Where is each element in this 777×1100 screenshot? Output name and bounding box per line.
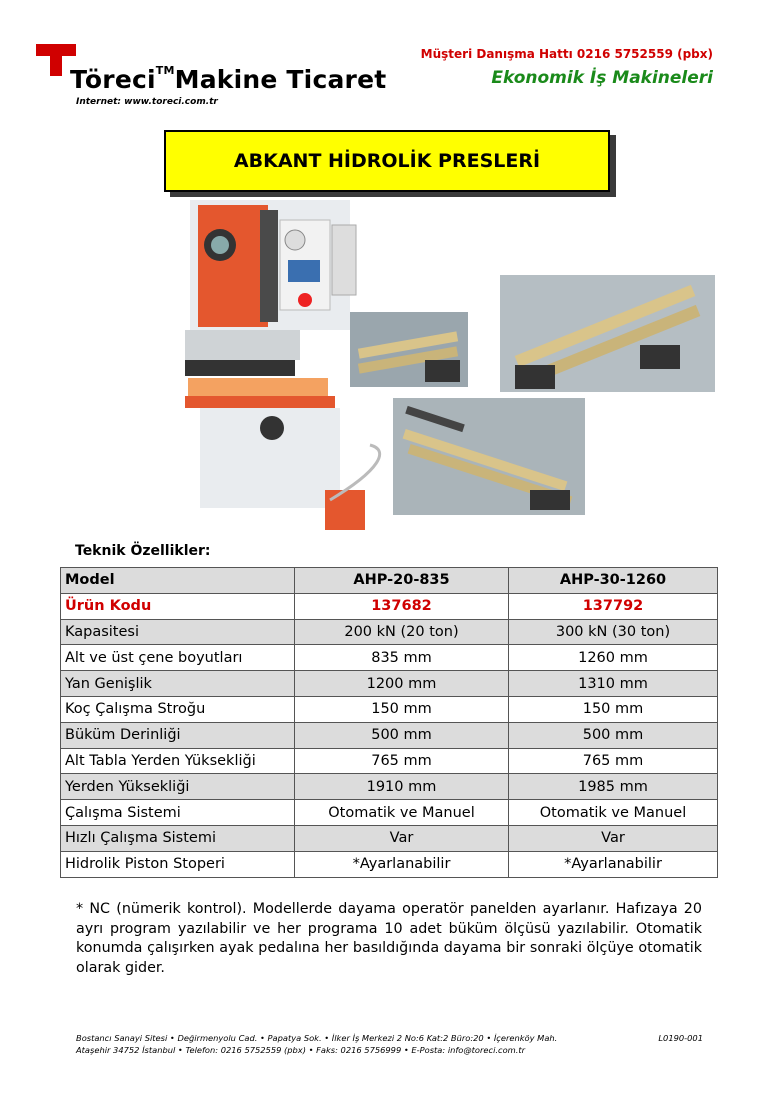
table-cell: Alt Tabla Yerden Yüksekliği — [61, 748, 295, 774]
table-cell: Yan Genişlik — [61, 671, 295, 697]
customer-hotline: Müşteri Danışma Hattı 0216 5752559 (pbx) — [420, 47, 713, 61]
table-cell: Hidrolik Piston Stoperi — [61, 851, 295, 877]
table-cell: Var — [509, 825, 718, 851]
table-cell: 500 mm — [509, 722, 718, 748]
table-cell: Model — [61, 568, 295, 594]
table-cell: *Ayarlanabilir — [509, 851, 718, 877]
footer-contact: Ataşehir 34752 İstanbul • Telefon: 0216 5752559 (pbx) • Faks: 0216 5756999 • E-Posta: info@toreci.com.tr — [76, 1045, 526, 1055]
table-row — [61, 851, 718, 877]
press-brake-photo — [180, 200, 720, 540]
table-cell: 137792 — [509, 593, 718, 619]
table-cell: Otomatik ve Manuel — [295, 800, 509, 826]
table-cell: Büküm Derinliği — [61, 722, 295, 748]
table-cell: Koç Çalışma Stroğu — [61, 696, 295, 722]
table-row-model — [61, 568, 718, 594]
table-cell: 835 mm — [295, 645, 509, 671]
table-row — [61, 645, 718, 671]
table-row-product-code — [61, 593, 718, 619]
table-row — [61, 825, 718, 851]
table-cell: AHP-20-835 — [295, 568, 509, 594]
table-row — [61, 722, 718, 748]
table-cell: *Ayarlanabilir — [295, 851, 509, 877]
footer-address: Bostancı Sanayi Sitesi • Değirmenyolu Cad. • Papatya Sok. • İlker İş Merkezi 2 No:6 Kat:2 Büro:20 • İçerenköy Mah. — [76, 1033, 558, 1043]
table-cell: 765 mm — [295, 748, 509, 774]
table-row — [61, 696, 718, 722]
table-cell: 765 mm — [509, 748, 718, 774]
table-cell: 300 kN (30 ton) — [509, 619, 718, 645]
specs-heading: Teknik Özellikler: — [75, 543, 211, 559]
table-cell: Var — [295, 825, 509, 851]
table-cell: Otomatik ve Manuel — [509, 800, 718, 826]
table-row — [61, 619, 718, 645]
page-title: ABKANT HİDROLİK PRESLERİ — [164, 130, 610, 192]
table-cell: Ürün Kodu — [61, 593, 295, 619]
table-cell: 137682 — [295, 593, 509, 619]
table-cell: Hızlı Çalışma Sistemi — [61, 825, 295, 851]
table-cell: Alt ve üst çene boyutları — [61, 645, 295, 671]
website-link[interactable]: Internet: www.toreci.com.tr — [76, 97, 218, 107]
detail-photo-2 — [500, 275, 715, 392]
nc-footnote: * NC (nümerik kontrol). Modellerde dayama operatör panelden ayarlanır. Hafızaya 20 ayrı program yazılabilir ve her programa 10 adet büküm ölçüsü yazılabilir. Otomatik konumda çalışırken ayak pedalına her basıldığında dayama bir sonraki ölçüye otomatik olarak gider. — [76, 901, 702, 976]
table-cell: 1200 mm — [295, 671, 509, 697]
table-cell: 150 mm — [509, 696, 718, 722]
slogan: Ekonomik İş Makineleri — [491, 68, 713, 88]
table-cell: Çalışma Sistemi — [61, 800, 295, 826]
detail-photo-3 — [393, 398, 585, 515]
table-cell: 500 mm — [295, 722, 509, 748]
table-cell: 1910 mm — [295, 774, 509, 800]
company-name: Töreci™Makine Ticaret — [70, 64, 387, 94]
table-row — [61, 800, 718, 826]
table-cell: Kapasitesi — [61, 619, 295, 645]
table-cell: Yerden Yüksekliği — [61, 774, 295, 800]
table-cell: 150 mm — [295, 696, 509, 722]
table-row — [61, 774, 718, 800]
table-row — [61, 671, 718, 697]
detail-photo-1 — [350, 312, 468, 387]
table-cell: AHP-30-1260 — [509, 568, 718, 594]
table-cell: 1985 mm — [509, 774, 718, 800]
table-cell: 1260 mm — [509, 645, 718, 671]
table-cell: 1310 mm — [509, 671, 718, 697]
table-cell: 200 kN (20 ton) — [295, 619, 509, 645]
table-row — [61, 748, 718, 774]
specs-table — [60, 567, 718, 878]
document-id: L0190-001 — [658, 1033, 703, 1043]
